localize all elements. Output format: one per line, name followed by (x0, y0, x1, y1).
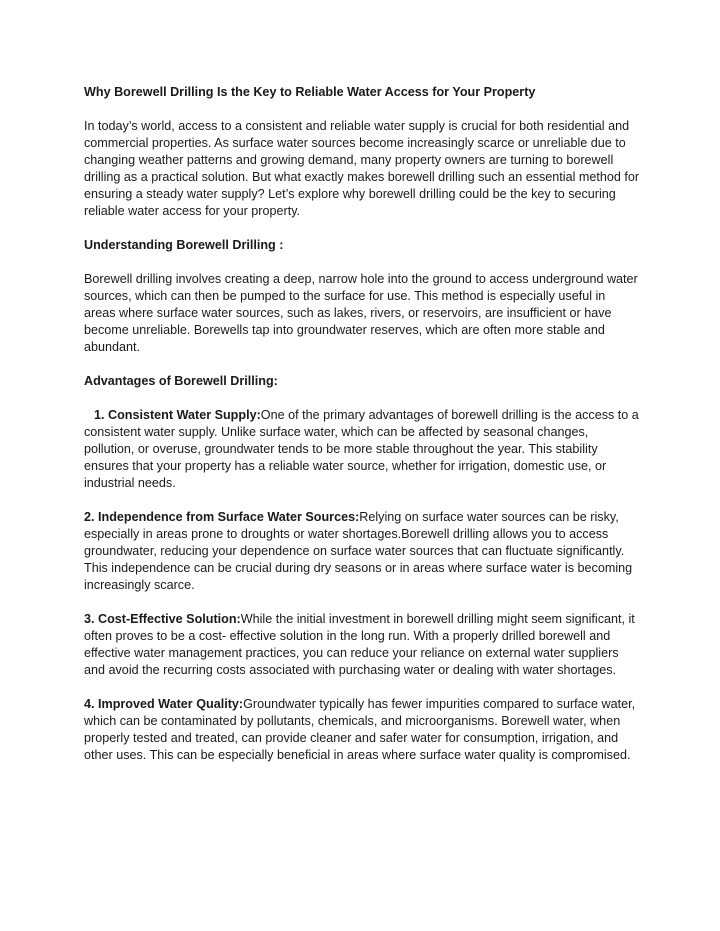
intro-paragraph: In today’s world, access to a consistent and reliable water supply is crucial for both residential and commercial properties. As surface water sources become increasingly scarce or unreliable due to changing weather patterns and growing demand, many property owners are turning to borewell drilling as a practical solution. But what exactly makes borewell drilling such an essential method for ensuring a steady water supply? Let’s explore why borewell drilling could be the key to securing reliable water access for your property. (84, 119, 640, 218)
advantage-text-4: Groundwater typically has fewer impurities compared to surface water, which can be contaminated by pollutants, chemicals, and microorganisms. Borewell water, when properly tested and treated, can provide cleaner and safer water for consumption, irrigation, and other uses. This can be especially beneficial in areas where surface water quality is compromised. (84, 697, 636, 762)
advantage-text-1: One of the primary advantages of borewell drilling is the access to a consistent water supply. Unlike surface water, which can be affected by seasonal changes, pollution, or overuse, groundwater tends to be more stable throughout the year. This stability ensures that your property has a reliable water source, whether for irrigation, domestic use, or industrial needs. (84, 408, 639, 490)
section-heading-understanding: Understanding Borewell Drilling : (84, 238, 284, 252)
advantage-item-2 (84, 509, 640, 594)
document-title: Why Borewell Drilling Is the Key to Reliable Water Access for Your Property (84, 85, 536, 99)
document-page (84, 84, 640, 781)
advantage-item-4 (84, 696, 640, 764)
advantage-lead-2: 2. Independence from Surface Water Sources: (84, 510, 360, 524)
advantage-lead-4: 4. Improved Water Quality: (84, 697, 244, 711)
section-heading-advantages: Advantages of Borewell Drilling: (84, 374, 278, 388)
advantage-text-2: Relying on surface water sources can be risky, especially in areas prone to droughts or water shortages.Borewell drilling allows you to access groundwater, reducing your dependence on surface water sources that can fluctuate significantly. This independence can be crucial during dry seasons or in areas where surface water is becoming increasingly scarce. (84, 510, 633, 592)
advantage-lead-1: 1. Consistent Water Supply: (94, 408, 261, 422)
understanding-paragraph: Borewell drilling involves creating a deep, narrow hole into the ground to access underground water sources, which can then be pumped to the surface for use. This method is especially useful in areas where surface water sources, such as lakes, rivers, or reservoirs, are insufficient or have become unreliable. Borewells tap into groundwater reserves, which are often more stable and abundant. (84, 272, 638, 354)
advantage-item-3 (84, 611, 640, 679)
advantage-text-3: While the initial investment in borewell drilling might seem significant, it often proves to be a cost- effective solution in the long run. With a properly drilled borewell and effective water management practices, you can reduce your reliance on external water suppliers and avoid the recurring costs associated with purchasing water or dealing with water shortages. (84, 612, 635, 677)
advantage-lead-3: 3. Cost-Effective Solution: (84, 612, 241, 626)
advantage-item-1 (84, 407, 640, 492)
